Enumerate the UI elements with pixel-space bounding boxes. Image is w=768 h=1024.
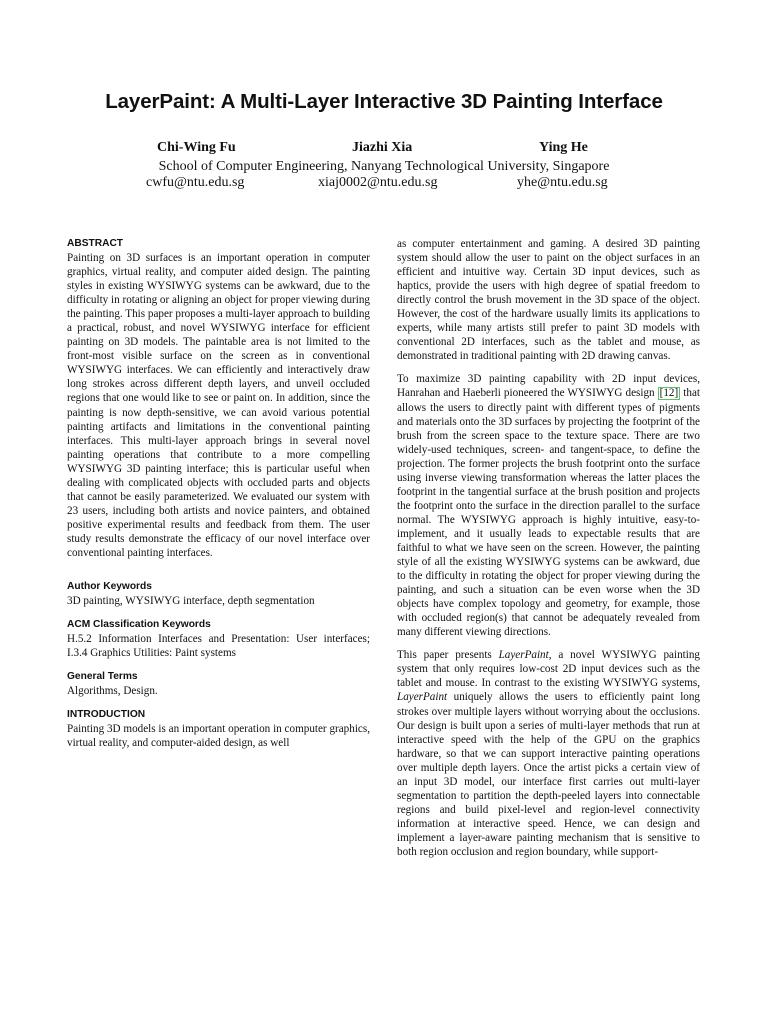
system-name: LayerPaint [498, 649, 549, 662]
acm-keywords-text: H.5.2 Information Interfaces and Presentation: User interfaces; I.3.4 Graphics Utilities: Paint systems [67, 633, 370, 660]
author-email: cwfu@ntu.edu.sg [146, 175, 245, 190]
introduction-paragraph-continued: as computer entertainment and gaming. A desired 3D painting system should allow the user to paint on the object surfaces in an efficient and intuitive way. Certain 3D input devices, such as haptics, provide the users with high degree of spatial freedom to directly control the brush movement in the 3D space of the object. However, the cost of the hardware usually limits its applications to experts, while many artists still prefer to paint 3D models with conventional 2D interfaces, such as the tablet and mouse, as demonstrated in traditional painting with 2D drawing canvas. [397, 238, 700, 363]
acm-keywords-heading: ACM Classification Keywords [67, 619, 211, 631]
abstract-heading: ABSTRACT [67, 238, 124, 249]
paragraph-text: uniquely allows the users to efficiently paint long strokes over multiple layers without worrying about the occlusions. Our design is built upon a series of multi-layer methods that run at interactive speed with the help of the GPU on the graphics hardware, so that we can support interactive painting operations over multiple depth layers. Once the artist picks a certain view of an input 3D model, our interface first carries out multi-layer segmentation to partition the depth-peeled layers into connectable regions and build pixel-level and region-level connectivity information at interactive speed. Hence, we can design and implement a layer-aware painting mechanism that is sensitive to both region occlusion and region boundary, while support- [397, 691, 700, 858]
paragraph-text: , a novel WYSIWYG painting system that only requires low-cost 2D input devices such as the tablet and mouse. In contrast to the existing WYSIWYG systems, [397, 649, 700, 690]
author-name: Ying He [539, 140, 588, 155]
right-column [397, 237, 700, 868]
introduction-heading: INTRODUCTION [67, 709, 146, 721]
paper-title: LayerPaint: A Multi-Layer Interactive 3D Painting Interface [105, 90, 663, 113]
author-keywords-text: 3D painting, WYSIWYG interface, depth segmentation [67, 595, 315, 608]
introduction-paragraph-3 [397, 648, 700, 859]
author-names [0, 140, 768, 158]
author-name: Jiazhi Xia [352, 140, 413, 155]
abstract-text: Painting on 3D surfaces is an important operation in computer graphics, virtual reality, and computer aided design. The painting styles in existing WYSIWYG systems can be awkward, due to the difficulty in rotating or aligning an object for proper viewing during the painting. This paper proposes a multi-layer approach to building a practical, robust, and novel WYSIWYG interface for efficient painting on 3D models. The paintable area is not limited to the front-most visible surface on the screen as in conventional WYSIWYG interfaces. We can efficiently and interactively draw long strokes across different depth layers, and unveil occluded regions that one would like to see or paint on. In addition, since the painting is now depth-sensitive, we can avoid various potential painting artifacts and limitations in the conventional painting interfaces. This multi-layer approach brings in several novel painting operations that contribute to a more compelling WYSIWYG 3D painting interface; this is particular useful when dealing with complicated objects with occluded parts and objects that cannot be easily parameterized. We evaluated our system with 23 users, including both artists and novice painters, and obtained positive experimental results and feedback from them. The user study results demonstrate the efficacy of our novel interface over conventional painting interfaces. [67, 252, 370, 559]
left-column [67, 237, 370, 760]
paragraph-text: This paper presents [397, 649, 499, 662]
paragraph-text: that allows the users to directly paint with different types of pigments and materials onto the 3D surfaces by projecting the footprint of the brush from the screen space to the texture space. There are two widely-used techniques, screen- and tangent-space, to define the projection. The former projects the brush footprint onto the surface using inverse viewing transformation whereas the latter places the footprint in the tangential surface at the brush position and projects the footprint onto the surface in the direction parallel to the surface normal. The WYSIWYG approach is highly intuitive, easy-to-implement, and it usually leads to expectable results that are faithful to what we have seen on the screen. However, the painting style of all the existing WYSIWYG systems can be awkward, due to the difficulty in rotating the object for proper viewing during the painting, and such a situation can be even worse when the 3D objects have complex topology and geometry, for example, those with occluded region(s) that cannot be adequately revealed from many different viewing directions. [397, 387, 700, 639]
paragraph-text: To maximize 3D painting capability with 2D input devices, Hanrahan and Haeberli pioneered the WYSIWYG design [397, 373, 700, 400]
introduction-paragraph-start: Painting 3D models is an important operation in computer graphics, virtual reality, and computer-aided design, as well [67, 723, 370, 750]
general-terms-heading: General Terms [67, 671, 138, 683]
author-email: yhe@ntu.edu.sg [517, 175, 608, 190]
system-name: LayerPaint [397, 691, 448, 704]
citation-link[interactable]: [12] [659, 387, 679, 400]
author-block [0, 140, 768, 192]
author-emails [0, 175, 768, 192]
introduction-paragraph-2 [397, 372, 700, 639]
general-terms-text: Algorithms, Design. [67, 685, 158, 698]
affiliation: School of Computer Engineering, Nanyang Technological University, Singapore [158, 159, 610, 174]
author-email: xiaj0002@ntu.edu.sg [318, 175, 438, 190]
author-keywords-heading: Author Keywords [67, 581, 152, 593]
author-name: Chi-Wing Fu [157, 140, 236, 155]
